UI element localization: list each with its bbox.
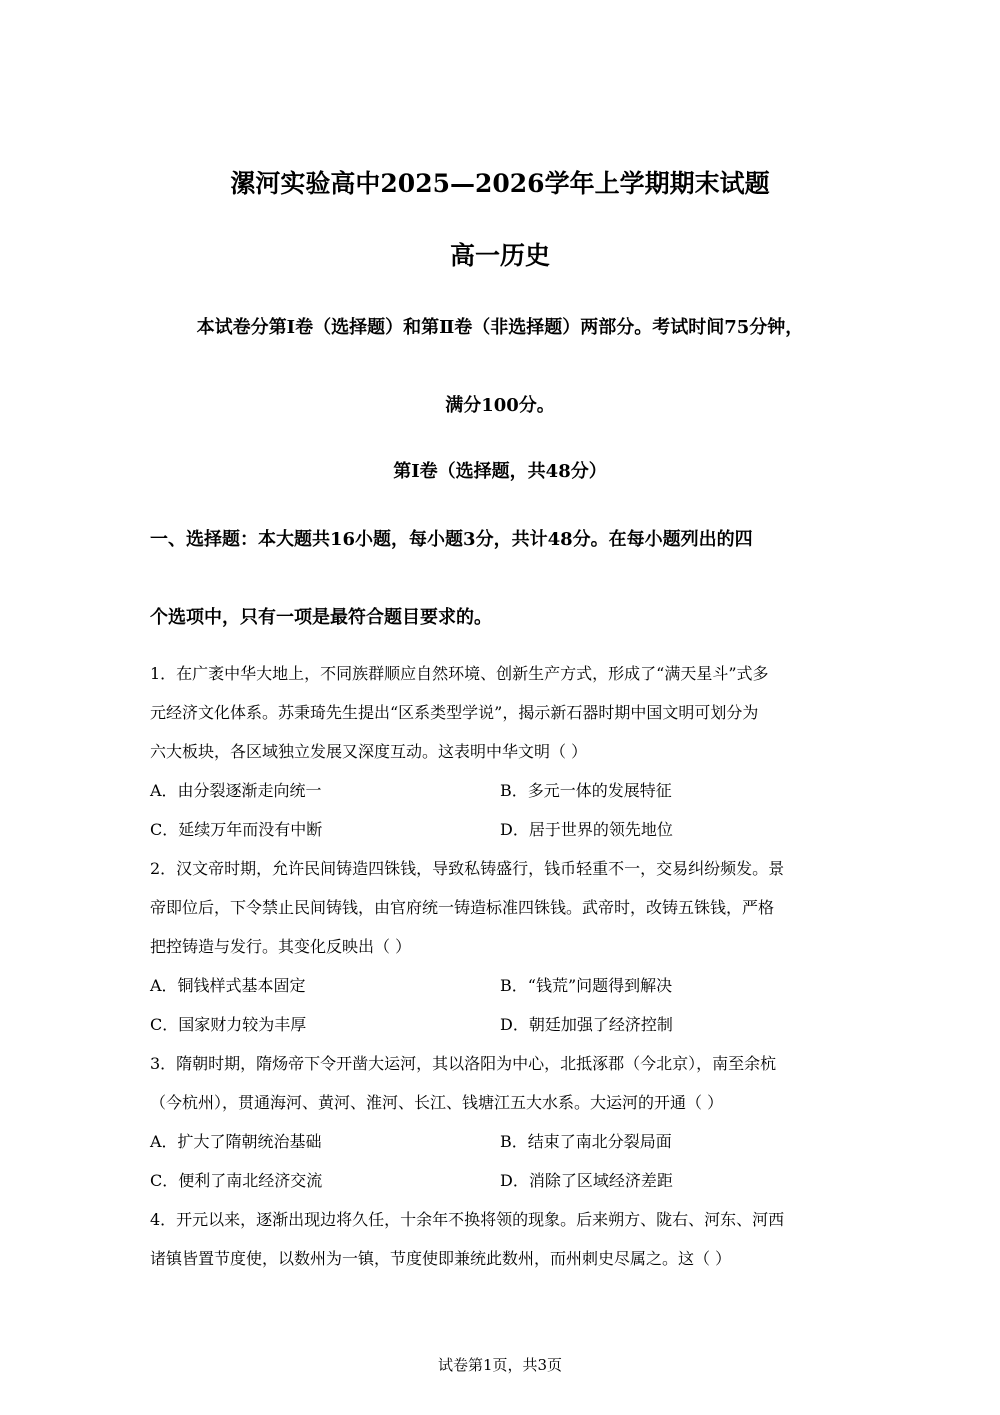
page-footer: 试卷第1页，共3页: [437, 1356, 563, 1374]
question-stem-line: 2．汉文帝时期，允许民间铸造四铢钱，导致私铸盛行，钱币轻重不一，交易纠纷频发。景: [150, 859, 785, 878]
question-stem-line: 帝即位后，下令禁止民间铸钱，由官府统一铸造标准四铢钱。武帝时，改铸五铢钱，严格: [150, 898, 775, 917]
option-b: B．“钱荒”问题得到解决: [500, 976, 673, 995]
question-stem-line: 3．隋朝时期，隋炀帝下令开凿大运河，其以洛阳为中心，北抵涿郡（今北京），南至余杭: [150, 1054, 777, 1073]
option-b: B．结束了南北分裂局面: [500, 1132, 672, 1151]
question-stem-line: 1．在广袤中华大地上，不同族群顺应自然环境、创新生产方式，形成了“满天星斗”式多: [150, 664, 769, 683]
option-a: A．铜钱样式基本固定: [150, 976, 306, 995]
subject-title: 高一历史: [449, 241, 550, 270]
question-stem-line: 六大板块，各区域独立发展又深度互动。这表明中华文明（ ）: [150, 742, 588, 761]
option-d: D．居于世界的领先地位: [500, 820, 673, 839]
question-stem-line: 把控铸造与发行。其变化反映出（ ）: [150, 937, 412, 956]
section-instructions-line-2: 个选项中，只有一项是最符合题目要求的。: [150, 607, 492, 628]
intro-line-1: 本试卷分第Ⅰ卷（选择题）和第Ⅱ卷（非选择题）两部分。考试时间75分钟，: [196, 317, 804, 338]
question-stem-line: （今杭州），贯通海河、黄河、淮河、长江、钱塘江五大水系。大运河的开通（ ）: [150, 1093, 724, 1112]
option-d: D．朝廷加强了经济控制: [500, 1015, 673, 1034]
question-stem-line: 4．开元以来，逐渐出现边将久任，十余年不换将领的现象。后来朔方、陇右、河东、河西: [150, 1210, 785, 1229]
question-stem-line: 元经济文化体系。苏秉琦先生提出“区系类型学说”，揭示新石器时期中国文明可划分为: [150, 703, 759, 722]
option-c: C．便利了南北经济交流: [150, 1171, 323, 1190]
option-c: C．延续万年而没有中断: [150, 820, 323, 839]
exam-title: 漯河实验高中2025—2026学年上学期期末试题: [230, 169, 770, 198]
question-stem-line: 诸镇皆置节度使，以数州为一镇，节度使即兼统此数州，而州刺史尽属之。这（ ）: [150, 1249, 732, 1268]
intro-line-2: 满分100分。: [445, 395, 555, 416]
option-d: D．消除了区域经济差距: [500, 1171, 673, 1190]
option-a: A．扩大了隋朝统治基础: [150, 1132, 322, 1151]
option-c: C．国家财力较为丰厚: [150, 1015, 307, 1034]
option-b: B．多元一体的发展特征: [500, 781, 672, 800]
option-a: A．由分裂逐渐走向统一: [150, 781, 322, 800]
part-title: 第Ⅰ卷（选择题，共48分）: [393, 461, 607, 482]
section-instructions-line-1: 一、选择题：本大题共16小题，每小题3分，共计48分。在每小题列出的四: [150, 529, 753, 550]
